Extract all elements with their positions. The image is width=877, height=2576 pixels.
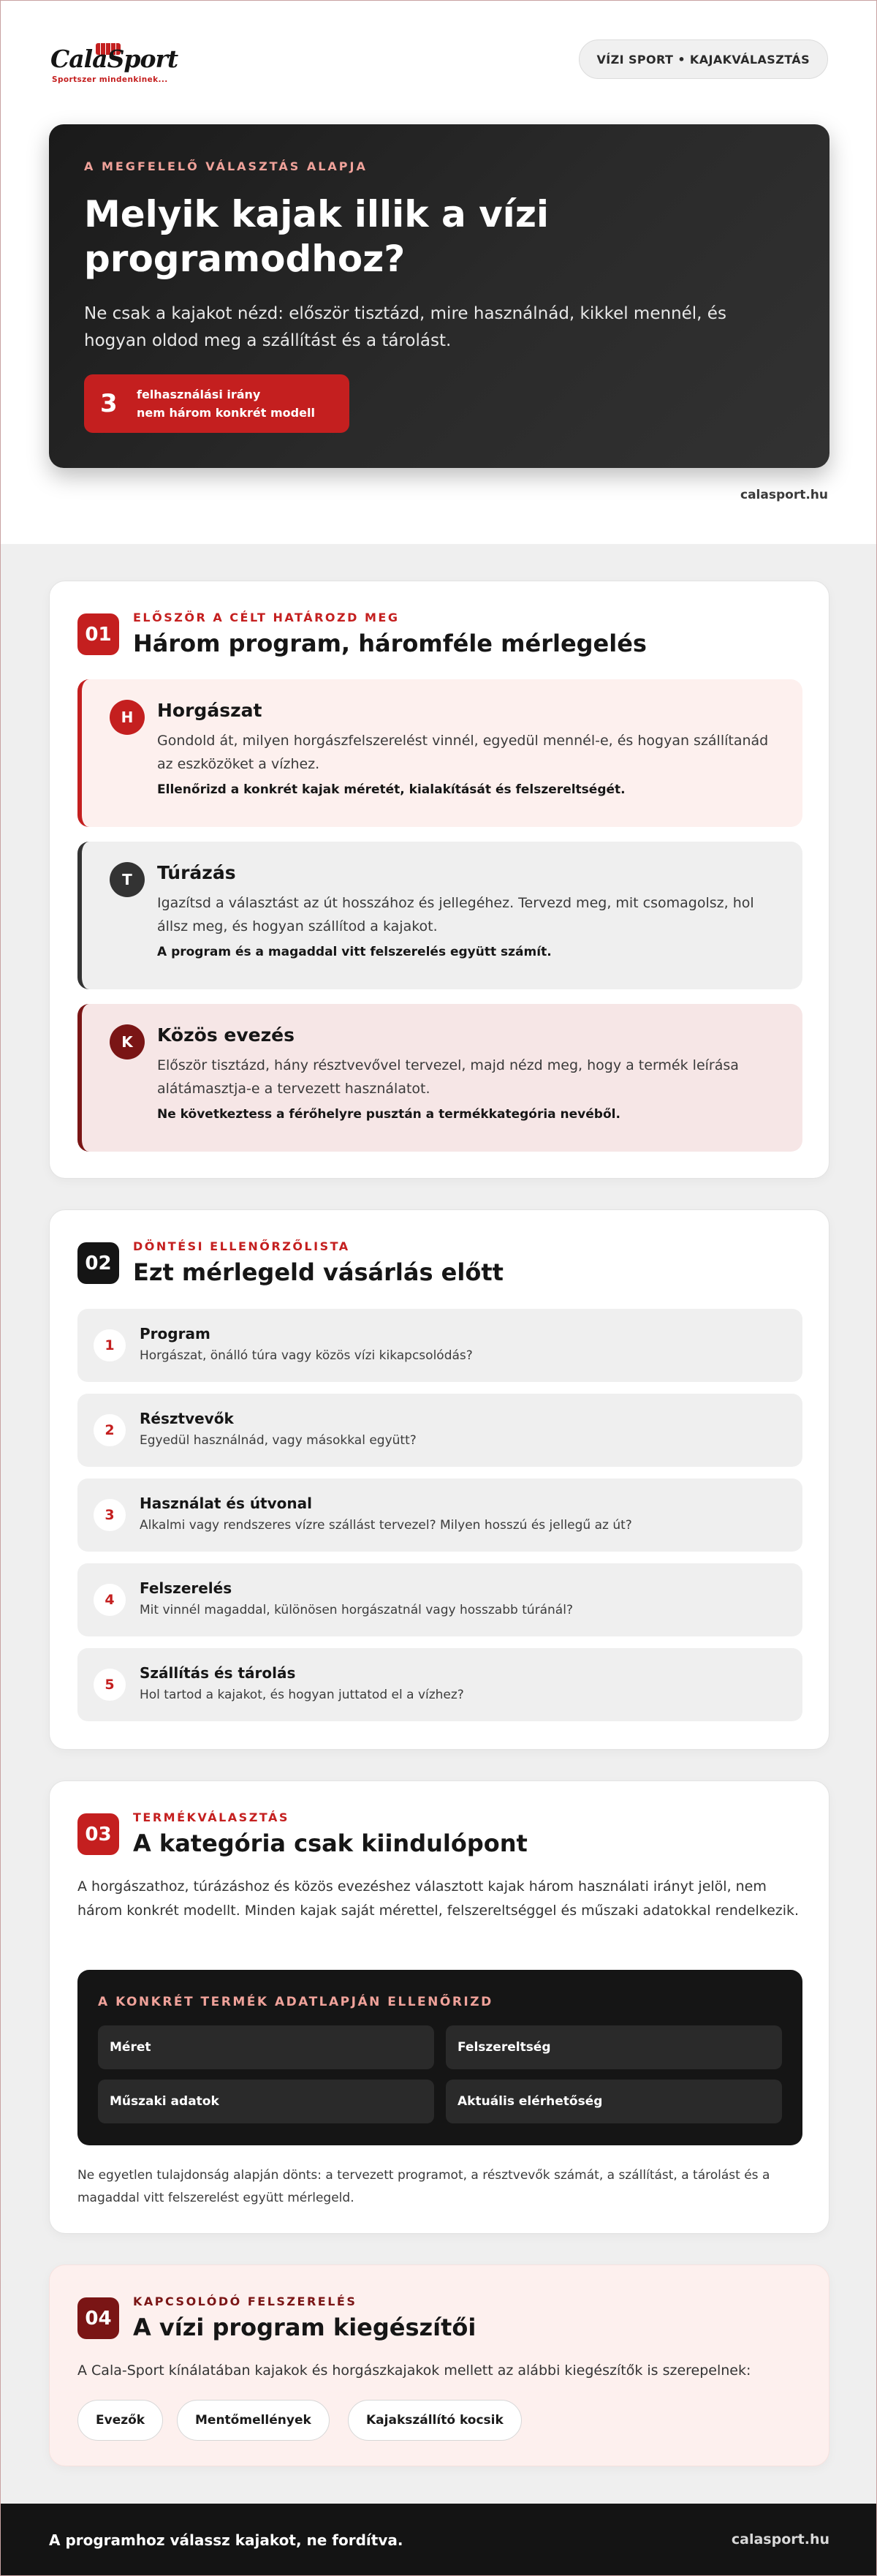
spec-box-kicker: A KONKRÉT TERMÉK ADATLAPJÁN ELLENŐRIZD xyxy=(98,1995,493,2009)
hero-text: Ne csak a kajakot nézd: először tisztázd, mire használnád, kikkel mennél, és hogyan oldod meg a szállítást és a tárolást. xyxy=(84,304,726,350)
section-number: 03 xyxy=(77,1813,119,1855)
spec-item-technical-data: Műszaki adatok xyxy=(98,2080,434,2123)
section-intro: A horgászathoz, túrázáshoz és közös evezéshez választott kajak három használati irányt jelöl, nem három konkrét modellt. Minden kajak saját mérettel, felszereltséggel és műszaki adatokkal rendelkezik. xyxy=(77,1878,800,1919)
section-product-choice xyxy=(49,1780,829,2234)
section-header xyxy=(77,1810,528,1857)
top-section xyxy=(1,1,876,544)
checklist-description: Egyedül használnád, vagy másokkal együtt? xyxy=(140,1433,417,1448)
section-programs xyxy=(49,581,829,1179)
checklist-title: Szállítás és tárolás xyxy=(140,1664,296,1682)
section-header xyxy=(77,611,647,657)
checklist-description: Alkalmi vagy rendszeres vízre szállást tervezel? Milyen hosszú és jellegű az út? xyxy=(140,1518,632,1533)
checklist-item xyxy=(77,1648,802,1721)
section-number: 04 xyxy=(77,2297,119,2339)
program-card-kozos-evezes xyxy=(77,1004,802,1152)
hero-badge-number: 3 xyxy=(100,389,118,418)
program-card-turazas xyxy=(77,842,802,989)
checklist-description: Mit vinnél magaddal, különösen horgászatnál vagy hosszabb túránál? xyxy=(140,1603,573,1617)
footer-domain[interactable]: calasport.hu xyxy=(731,2531,829,2547)
hero-badge-line1: felhasználási irány xyxy=(137,388,261,401)
spec-item-size: Méret xyxy=(98,2025,434,2069)
hero-badge-line2: nem három konkrét modell xyxy=(137,406,315,420)
hero-kicker: A MEGFELELŐ VÁLASZTÁS ALAPJA xyxy=(84,159,368,173)
hero-title: Melyik kajak illik a vízi programodhoz? xyxy=(84,193,550,280)
checklist-description: Horgászat, önálló túra vagy közös vízi kikapcsolódás? xyxy=(140,1348,473,1363)
section-kicker: TERMÉKVÁLASZTÁS xyxy=(133,1810,289,1824)
checklist-title: Használat és útvonal xyxy=(140,1495,312,1512)
section-kicker: DÖNTÉSI ELLENŐRZŐLISTA xyxy=(133,1239,350,1253)
checklist-number: 1 xyxy=(94,1329,126,1361)
logo-tagline: Sportszer mindenkinek... xyxy=(52,75,168,84)
section-title: Három program, háromféle mérlegelés xyxy=(133,630,647,657)
program-description: Gondold át, milyen horgászfelszerelést vinnél, egyedül mennél-e, és hogyan szállítanád az eszközöket a vízhez. xyxy=(157,733,769,772)
section-header xyxy=(77,1239,504,1286)
spec-checklist-box xyxy=(77,1970,802,2145)
program-letter-badge: K xyxy=(110,1024,145,1060)
checklist-number: 5 xyxy=(94,1669,126,1701)
section-kicker: ELŐSZÖR A CÉLT HATÁROZD MEG xyxy=(133,611,400,624)
logo-wordmark: CalaSport xyxy=(50,45,178,73)
section-outro: Ne egyetlen tulajdonság alapján dönts: a tervezett programot, a résztvevők számát, a szállítást, a tárolást és a magaddal vitt felszerelést együtt mérlegeld. xyxy=(77,2168,770,2205)
program-note: Ellenőrizd a konkrét kajak méretét, kialakítását és felszereltségét. xyxy=(157,782,626,797)
spec-item-equipment: Felszereltség xyxy=(446,2025,782,2069)
program-note: A program és a magaddal vitt felszerelés együtt számít. xyxy=(157,945,552,959)
checklist-number: 3 xyxy=(94,1499,126,1531)
section-intro: A Cala-Sport kínálatában kajakok és horgászkajakok mellett az alábbi kiegészítők is szerepelnek: xyxy=(77,2362,751,2379)
accessory-chip-row xyxy=(77,2400,802,2441)
program-title: Horgászat xyxy=(157,700,262,721)
checklist-item xyxy=(77,1309,802,1382)
program-note: Ne következtess a férőhelyre pusztán a termékkategória nevéből. xyxy=(157,1107,620,1122)
checklist-item xyxy=(77,1478,802,1552)
section-number: 02 xyxy=(77,1242,119,1284)
section-accessories xyxy=(49,2265,829,2466)
section-title: Ezt mérlegeld vásárlás előtt xyxy=(133,1258,504,1286)
program-description: Igazítsd a választást az út hosszához és jellegéhez. Tervezd meg, mit csomagolsz, hol állsz meg, és hogyan szállítod a kajakot. xyxy=(157,895,754,934)
section-number: 01 xyxy=(77,613,119,655)
checklist-item xyxy=(77,1394,802,1467)
checklist-item xyxy=(77,1563,802,1636)
section-header xyxy=(77,2294,476,2341)
program-letter-badge: T xyxy=(110,862,145,897)
accessory-chip-kayak-carts[interactable]: Kajakszállító kocsik xyxy=(348,2400,522,2441)
section-kicker: KAPCSOLÓDÓ FELSZERELÉS xyxy=(133,2294,357,2308)
program-card-horgaszat xyxy=(77,679,802,827)
section-title: A vízi program kiegészítői xyxy=(133,2314,477,2341)
program-description: Először tisztázd, hány résztvevővel tervezel, majd nézd meg, hogy a termék leírása alátámasztja-e a tervezett használatot. xyxy=(157,1057,739,1097)
footer-tagline: A programhoz válassz kajakot, ne fordítva. xyxy=(49,2531,403,2549)
section-title: A kategória csak kiindulópont xyxy=(133,1829,528,1857)
checklist-title: Résztvevők xyxy=(140,1410,234,1427)
checklist-title: Program xyxy=(140,1325,210,1342)
checklist-number: 4 xyxy=(94,1584,126,1616)
program-letter-badge: H xyxy=(110,700,145,735)
spec-item-availability: Aktuális elérhetőség xyxy=(446,2080,782,2123)
checklist-title: Felszerelés xyxy=(140,1579,232,1597)
hero-badge xyxy=(84,374,349,433)
footer xyxy=(1,2504,877,2576)
category-pill: VÍZI SPORT • KAJAKVÁLASZTÁS xyxy=(579,39,828,79)
program-title: Túrázás xyxy=(157,862,236,883)
hero-banner xyxy=(49,124,829,468)
site-domain: calasport.hu xyxy=(740,488,828,502)
accessory-chip-life-vests[interactable]: Mentőmellények xyxy=(177,2400,330,2441)
hero-badge-text xyxy=(137,385,315,422)
program-title: Közös evezés xyxy=(157,1024,295,1046)
brand-logo[interactable] xyxy=(50,43,182,88)
checklist-description: Hol tartod a kajakot, és hogyan juttatod el a vízhez? xyxy=(140,1688,464,1702)
section-checklist xyxy=(49,1209,829,1750)
checklist-number: 2 xyxy=(94,1414,126,1446)
accessory-chip-paddles[interactable]: Evezők xyxy=(77,2400,163,2441)
